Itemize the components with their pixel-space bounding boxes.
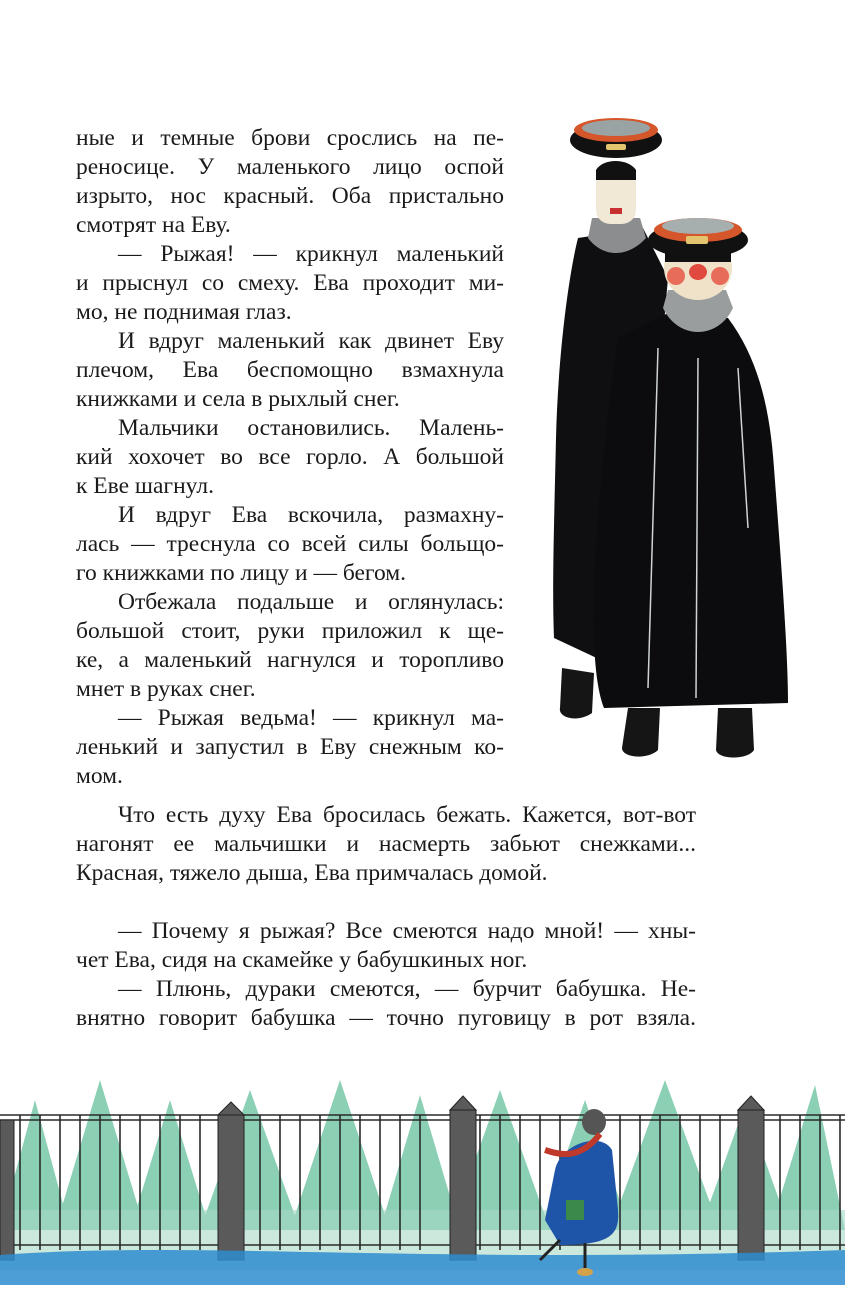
paragraph — [76, 414, 504, 501]
text-column-wide — [76, 801, 696, 888]
paragraph — [76, 124, 504, 240]
text-line: внятно говорит бабушка — точно пуговицу в рот взяла. — [76, 1005, 696, 1031]
text-line: Что есть духу Ева бросилась бежать. Кажется, вот-вот — [118, 802, 696, 828]
text-column-narrow — [76, 124, 504, 791]
text-line: Мальчики остановились. Малень- — [118, 415, 504, 441]
text-line: ленький и запустил в Еву снежным ко- — [76, 734, 504, 760]
text-line: Красная, тяжело дыша, Ева примчалась домой. — [76, 860, 548, 886]
text-line: мнет в руках снег. — [76, 676, 256, 702]
text-line: чет Ева, сидя на скамейке у бабушкиных ног. — [76, 947, 528, 973]
text-line: смотрят на Еву. — [76, 212, 231, 238]
text-line: кий хохочет во все горло. А большой — [76, 444, 504, 470]
paragraph — [76, 704, 504, 791]
text-line: мо, не поднимая глаз. — [76, 299, 292, 325]
two-boys-illustration — [548, 108, 798, 768]
text-line: мом. — [76, 763, 123, 789]
text-line: ке, а маленький нагнулся и торопливо — [76, 647, 504, 673]
text-line: большой стоит, руки приложил к ще- — [76, 618, 504, 644]
winter-fence-illustration — [0, 1060, 845, 1312]
text-line: к Еве шагнул. — [76, 473, 214, 499]
paragraph — [76, 801, 696, 888]
text-line: плечом, Ева беспомощно взмахнула — [76, 357, 504, 383]
text-line: И вдруг маленький как двинет Еву — [118, 328, 504, 354]
text-line: — Рыжая! — крикнул маленький — [118, 241, 504, 267]
text-line: го книжками по лицу и — бегом. — [76, 560, 407, 586]
text-column-wide — [76, 917, 696, 1033]
text-line: реносице. У маленького лицо оспой — [76, 154, 504, 180]
text-line: — Рыжая ведьма! — крикнул ма- — [118, 705, 504, 731]
fir-trees — [0, 1080, 845, 1230]
text-line: — Плюнь, дураки смеются, — бурчит бабушка. Не- — [118, 976, 696, 1002]
paragraph — [76, 588, 504, 704]
text-line: и прыснул со смеху. Ева проходит ми- — [76, 270, 504, 296]
text-line: изрыто, нос красный. Оба пристально — [76, 183, 504, 209]
paragraph — [76, 501, 504, 588]
text-line: ные и темные брови срослись на пе- — [76, 125, 504, 151]
paragraph — [76, 327, 504, 414]
text-line: лась — треснула со всей силы больщо- — [76, 531, 504, 557]
ice-path — [0, 1250, 845, 1285]
paragraph — [76, 975, 696, 1033]
text-line: Отбежала подальше и оглянулась: — [118, 589, 504, 615]
paragraph — [76, 240, 504, 327]
text-line: И вдруг Ева вскочила, размахну- — [118, 502, 504, 528]
text-line: книжками и села в рыхлый снег. — [76, 386, 400, 412]
paragraph — [76, 917, 696, 975]
text-line: нагонят ее мальчишки и насмерть забьют снежками... — [76, 831, 696, 857]
text-line: — Почему я рыжая? Все смеются надо мной! — хны- — [118, 918, 696, 944]
